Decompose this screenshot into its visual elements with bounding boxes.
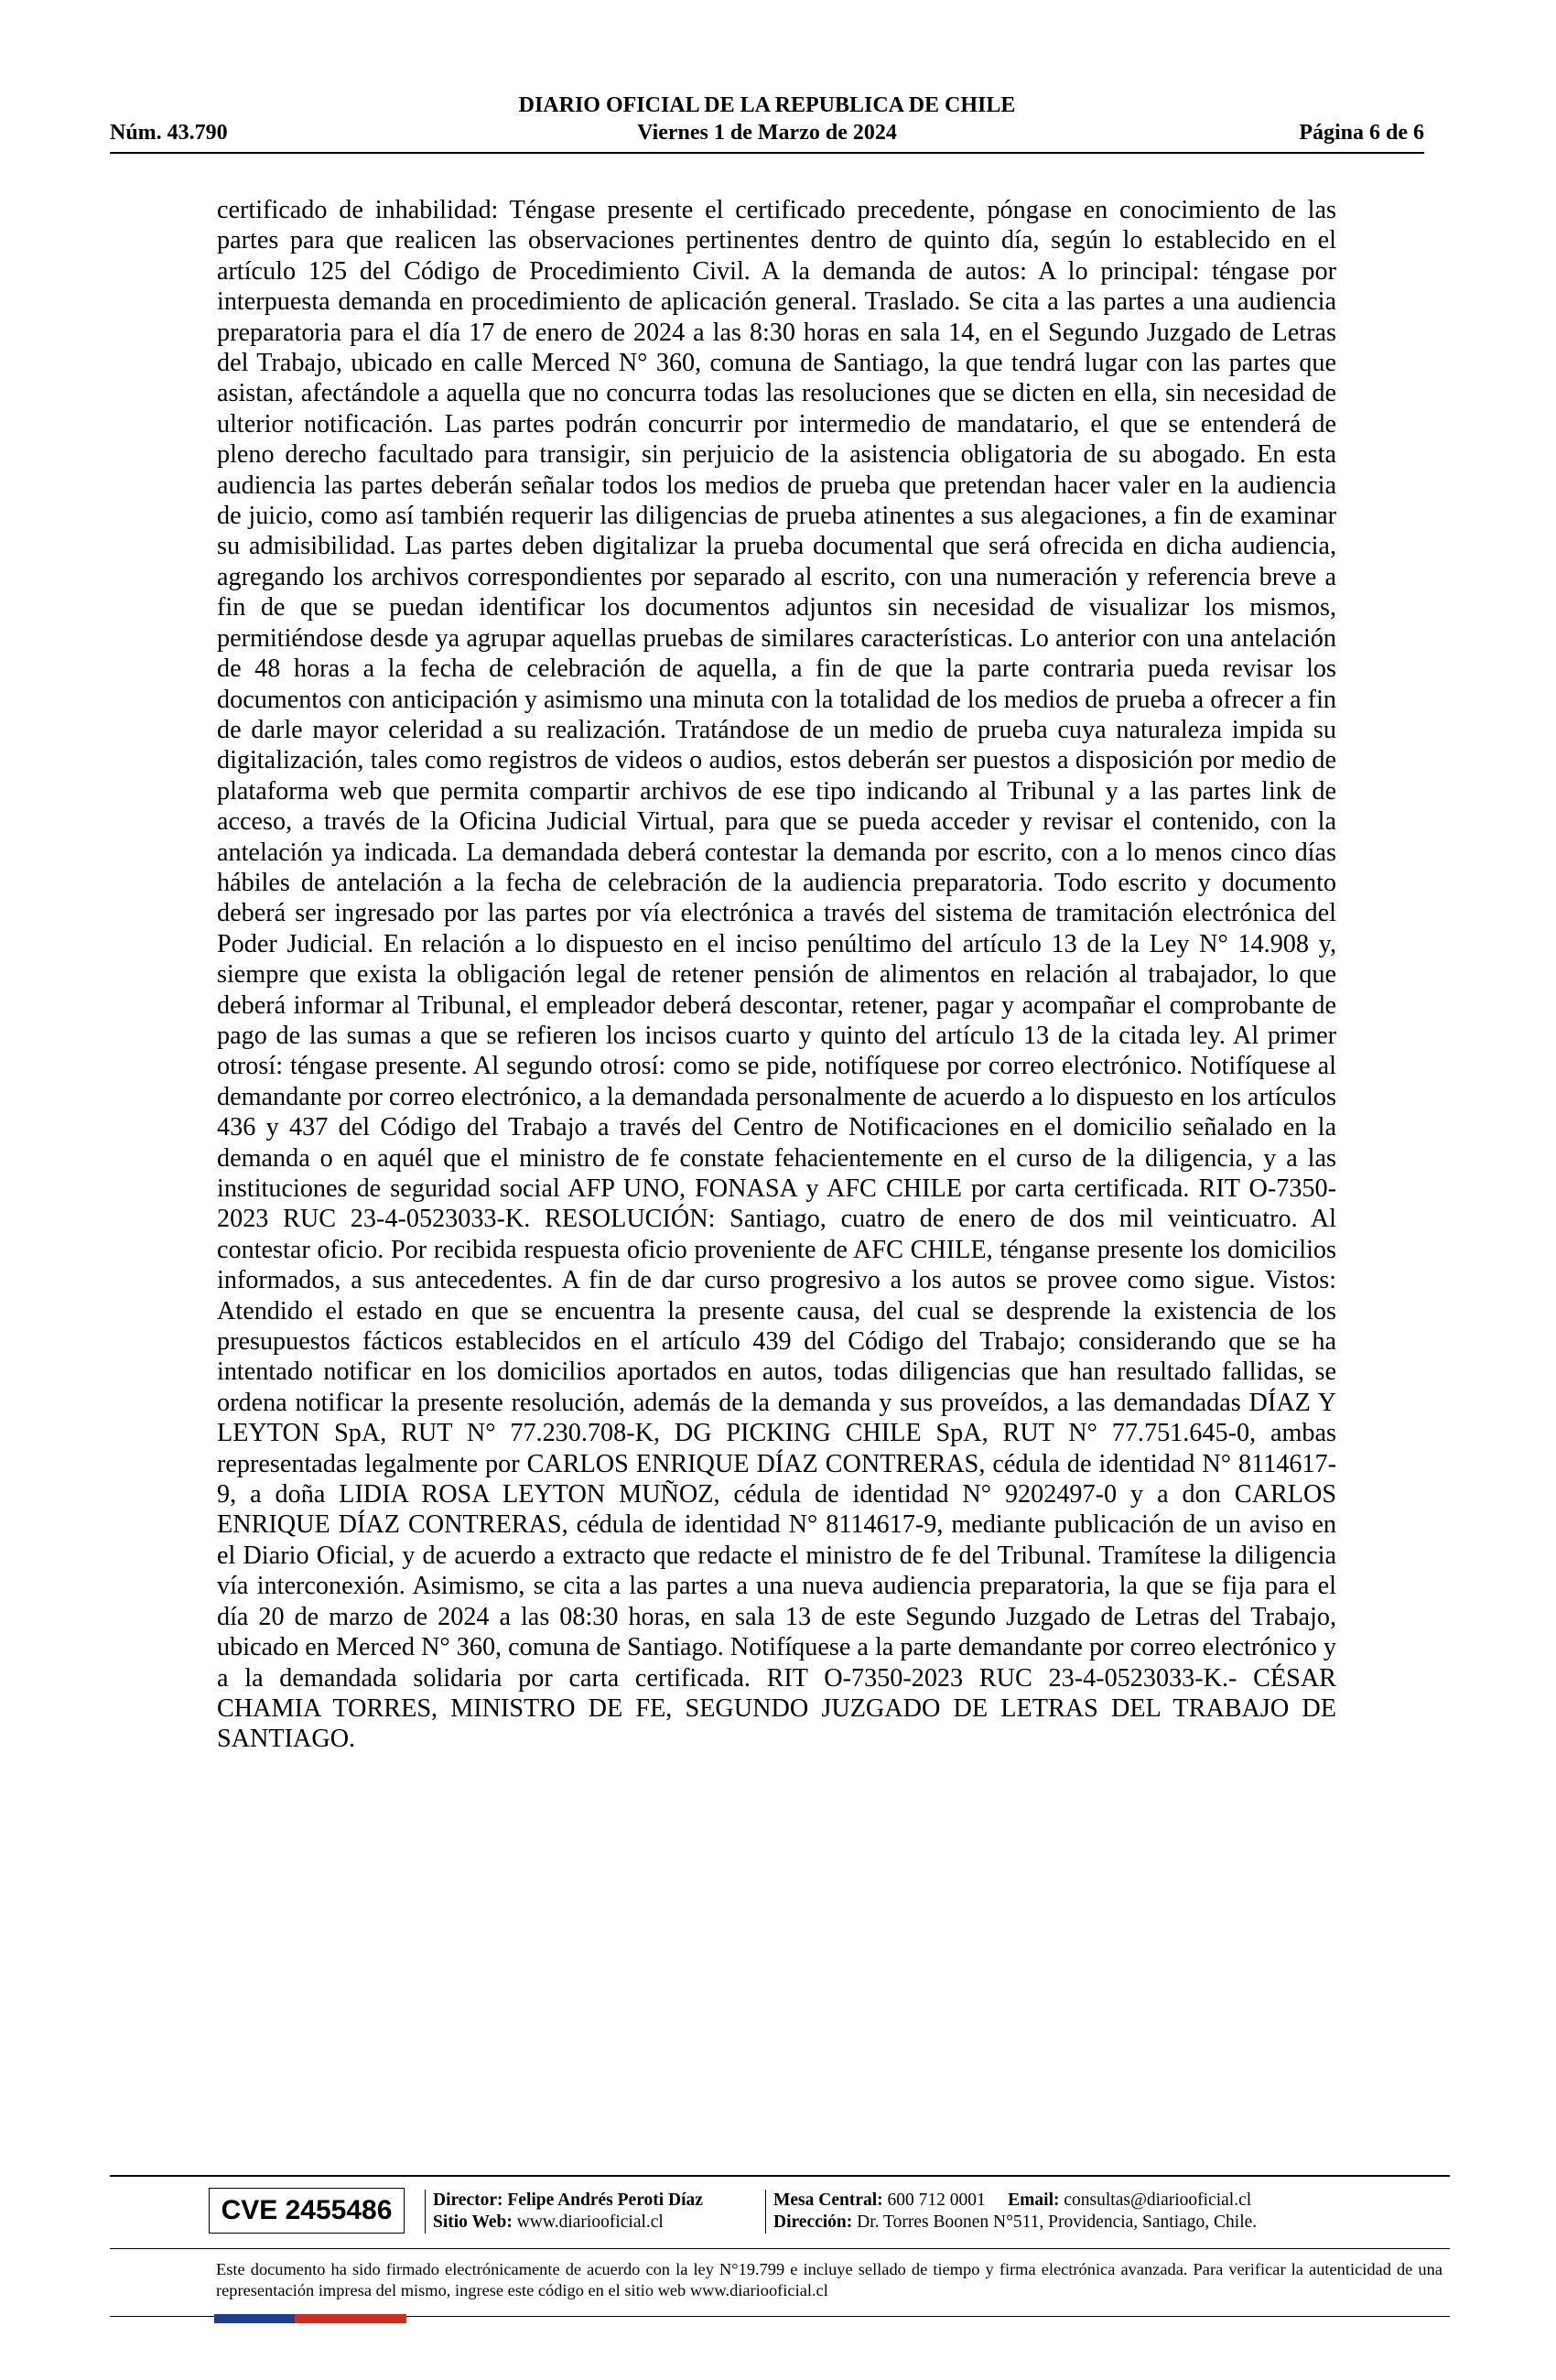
footer-contact-block: [765, 2190, 1257, 2234]
page-header: [110, 92, 1424, 156]
website-label: Sitio Web:: [433, 2212, 513, 2232]
header-divider: [110, 152, 1424, 154]
document-body: certificado de inhabilidad: Téngase presente el certificado precedente, póngase en conocimiento de las partes para que realicen las observaciones pertinentes dentro de quinto día, según lo establecido en el artículo 125 del Código de Procedimiento Civil. A la demanda de autos: A lo principal: téngase por interpuesta demanda en procedimiento de aplicación general. Traslado. Se cita a las partes a una audiencia preparatoria para el día 17 de enero de 2024 a las 8:30 horas en sala 14, en el Segundo Juzgado de Letras del Trabajo, ubicado en calle Merced N° 360, comuna de Santiago, la que tendrá lugar con las partes que asistan, afectándole a aquella que no concurra todas las resoluciones que se dicten en ella, sin necesidad de ulterior notificación. Las partes podrán concurrir por intermedio de mandatario, el que se entenderá de pleno derecho facultado para transigir, sin perjuicio de la asistencia obligatoria de su abogado. En esta audiencia las partes deberán señalar todos los medios de prueba que pretendan hacer valer en la audiencia de juicio, como así también requerir las diligencias de prueba atinentes a sus alegaciones, a fin de examinar su admisibilidad. Las partes deben digitalizar la prueba documental que será ofrecida en dicha audiencia, agregando los archivos correspondientes por separado al escrito, con una numeración y referencia breve a fin de que se puedan identificar los documentos adjuntos sin necesidad de visualizar los mismos, permitiéndose desde ya agrupar aquellas pruebas de similares características. Lo anterior con una antelación de 48 horas a la fecha de celebración de aquella, a fin de que la parte contraria pueda revisar los documentos con anticipación y asimismo una minuta con la totalidad de los medios de prueba a ofrecer a fin de darle mayor celeridad a su realización. Tratándose de un medio de prueba cuya naturaleza impida su digitalización, tales como registros de videos o audios, estos deberán ser puestos a disposición por medio de plataforma web que permita compartir archivos de ese tipo indicando al Tribunal y a las partes link de acceso, a través de la Oficina Judicial Virtual, para que se pueda acceder y revisar el contenido, con la antelación ya indicada. La demandada deberá contestar la demanda por escrito, con a lo menos cinco días hábiles de antelación a la fecha de celebración de la audiencia preparatoria. Todo escrito y documento deberá ser ingresado por las partes por vía electrónica a través del sistema de tramitación electrónica del Poder Judicial. En relación a lo dispuesto en el inciso penúltimo del artículo 13 de la Ley N° 14.908 y, siempre que exista la obligación legal de retener pensión de alimentos en relación al trabajador, lo que deberá informar al Tribunal, el empleador deberá descontar, retener, pagar y acompañar el comprobante de pago de las sumas a que se refieren los incisos cuarto y quinto del artículo 13 de la citada ley. Al primer otrosí: téngase presente. Al segundo otrosí: como se pide, notifíquese por correo electrónico. Notifíquese al demandante por correo electrónico, a la demandada personalmente de acuerdo a lo dispuesto en los artículos 436 y 437 del Código del Trabajo a través del Centro de Notificaciones en el domicilio señalado en la demanda o en aquél que el ministro de fe constate fehacientemente en el curso de la diligencia, y a las instituciones de seguridad social AFP UNO, FONASA y AFC CHILE por carta certificada. RIT O-7350-2023 RUC 23-4-0523033-K. RESOLUCIÓN: Santiago, cuatro de enero de dos mil veinticuatro. Al contestar oficio. Por recibida respuesta oficio proveniente de AFC CHILE, ténganse presente los domicilios informados, a sus antecedentes. A fin de dar curso progresivo a los autos se provee como sigue. Vistos: Atendido el estado en que se encuentra la presente causa, del cual se desprende la existencia de los presupuestos fácticos establecidos en el artículo 439 del Código del Trabajo; considerando que se ha intentado notificar en los domicilios aportados en autos, todas diligencias que han resultado fallidas, se ordena notificar la presente resolución, además de la demanda y sus proveídos, a las demandadas DÍAZ Y LEYTON SpA, RUT N° 77.230.708-K, DG PICKING CHILE SpA, RUT N° 77.751.645-0, ambas representadas legalmente por CARLOS ENRIQUE DÍAZ CONTRERAS, cédula de identidad N° 8114617-9, a doña LIDIA ROSA LEYTON MUÑOZ, cédula de identidad N° 9202497-0 y a don CARLOS ENRIQUE DÍAZ CONTRERAS, cédula de identidad N° 8114617-9, mediante publicación de un aviso en el Diario Oficial, y de acuerdo a extracto que redacte el ministro de fe del Tribunal. Tramítese la diligencia vía interconexión. Asimismo, se cita a las partes a una nueva audiencia preparatoria, la que se fija para el día 20 de marzo de 2024 a las 08:30 horas, en sala 13 de este Segundo Juzgado de Letras del Trabajo, ubicado en Merced N° 360, comuna de Santiago. Notifíquese a la parte demandante por correo electrónico y a la demandada solidaria por carta certificada. RIT O-7350-2023 RUC 23-4-0523033-K.- CÉSAR CHAMIA TORRES, MINISTRO DE FE, SEGUNDO JUZGADO DE LETRAS DEL TRABAJO DE SANTIAGO.: [217, 196, 1336, 1754]
flag-blue-segment: [214, 2314, 295, 2323]
email-link[interactable]: consultas@diariooficial.cl: [1064, 2191, 1252, 2210]
director-label: Director:: [433, 2191, 503, 2210]
chile-flag-bar: [214, 2314, 406, 2323]
footer-top-divider: [110, 2175, 1450, 2177]
website-link[interactable]: www.diariooficial.cl: [516, 2212, 664, 2232]
publication-title: DIARIO OFICIAL DE LA REPUBLICA DE CHILE: [518, 93, 1016, 117]
phone-number: 600 712 0001: [887, 2191, 986, 2210]
issue-number: Núm. 43.790: [110, 121, 228, 145]
issue-date: Viernes 1 de Marzo de 2024: [637, 121, 897, 145]
address-line: [773, 2212, 1257, 2234]
address-label: Dirección:: [773, 2212, 853, 2232]
phone-label: Mesa Central:: [773, 2191, 883, 2210]
director-line: [433, 2190, 703, 2212]
contact-line: [773, 2190, 1257, 2212]
footer-middle-divider: [110, 2248, 1450, 2249]
website-line: [433, 2212, 703, 2234]
flag-red-segment: [295, 2314, 406, 2323]
page-number: Página 6 de 6: [1299, 121, 1424, 145]
page-footer: [110, 2175, 1450, 2349]
director-name: Felipe Andrés Peroti Díaz: [507, 2191, 703, 2210]
cve-code-box: CVE 2455486: [209, 2188, 405, 2234]
email-label: Email:: [1008, 2191, 1060, 2210]
footer-director-block: [425, 2190, 703, 2234]
address-value: Dr. Torres Boonen N°511, Providencia, Santiago, Chile.: [857, 2212, 1258, 2232]
electronic-signature-note: Este documento ha sido firmado electrónicamente de acuerdo con la ley N°19.799 e incluye sellado de tiempo y firma electrónica avanzada. Para verificar la autenticidad de una representación impresa del mismo, ingrese este código en el sitio web www.diariooficial.cl: [216, 2260, 1443, 2299]
